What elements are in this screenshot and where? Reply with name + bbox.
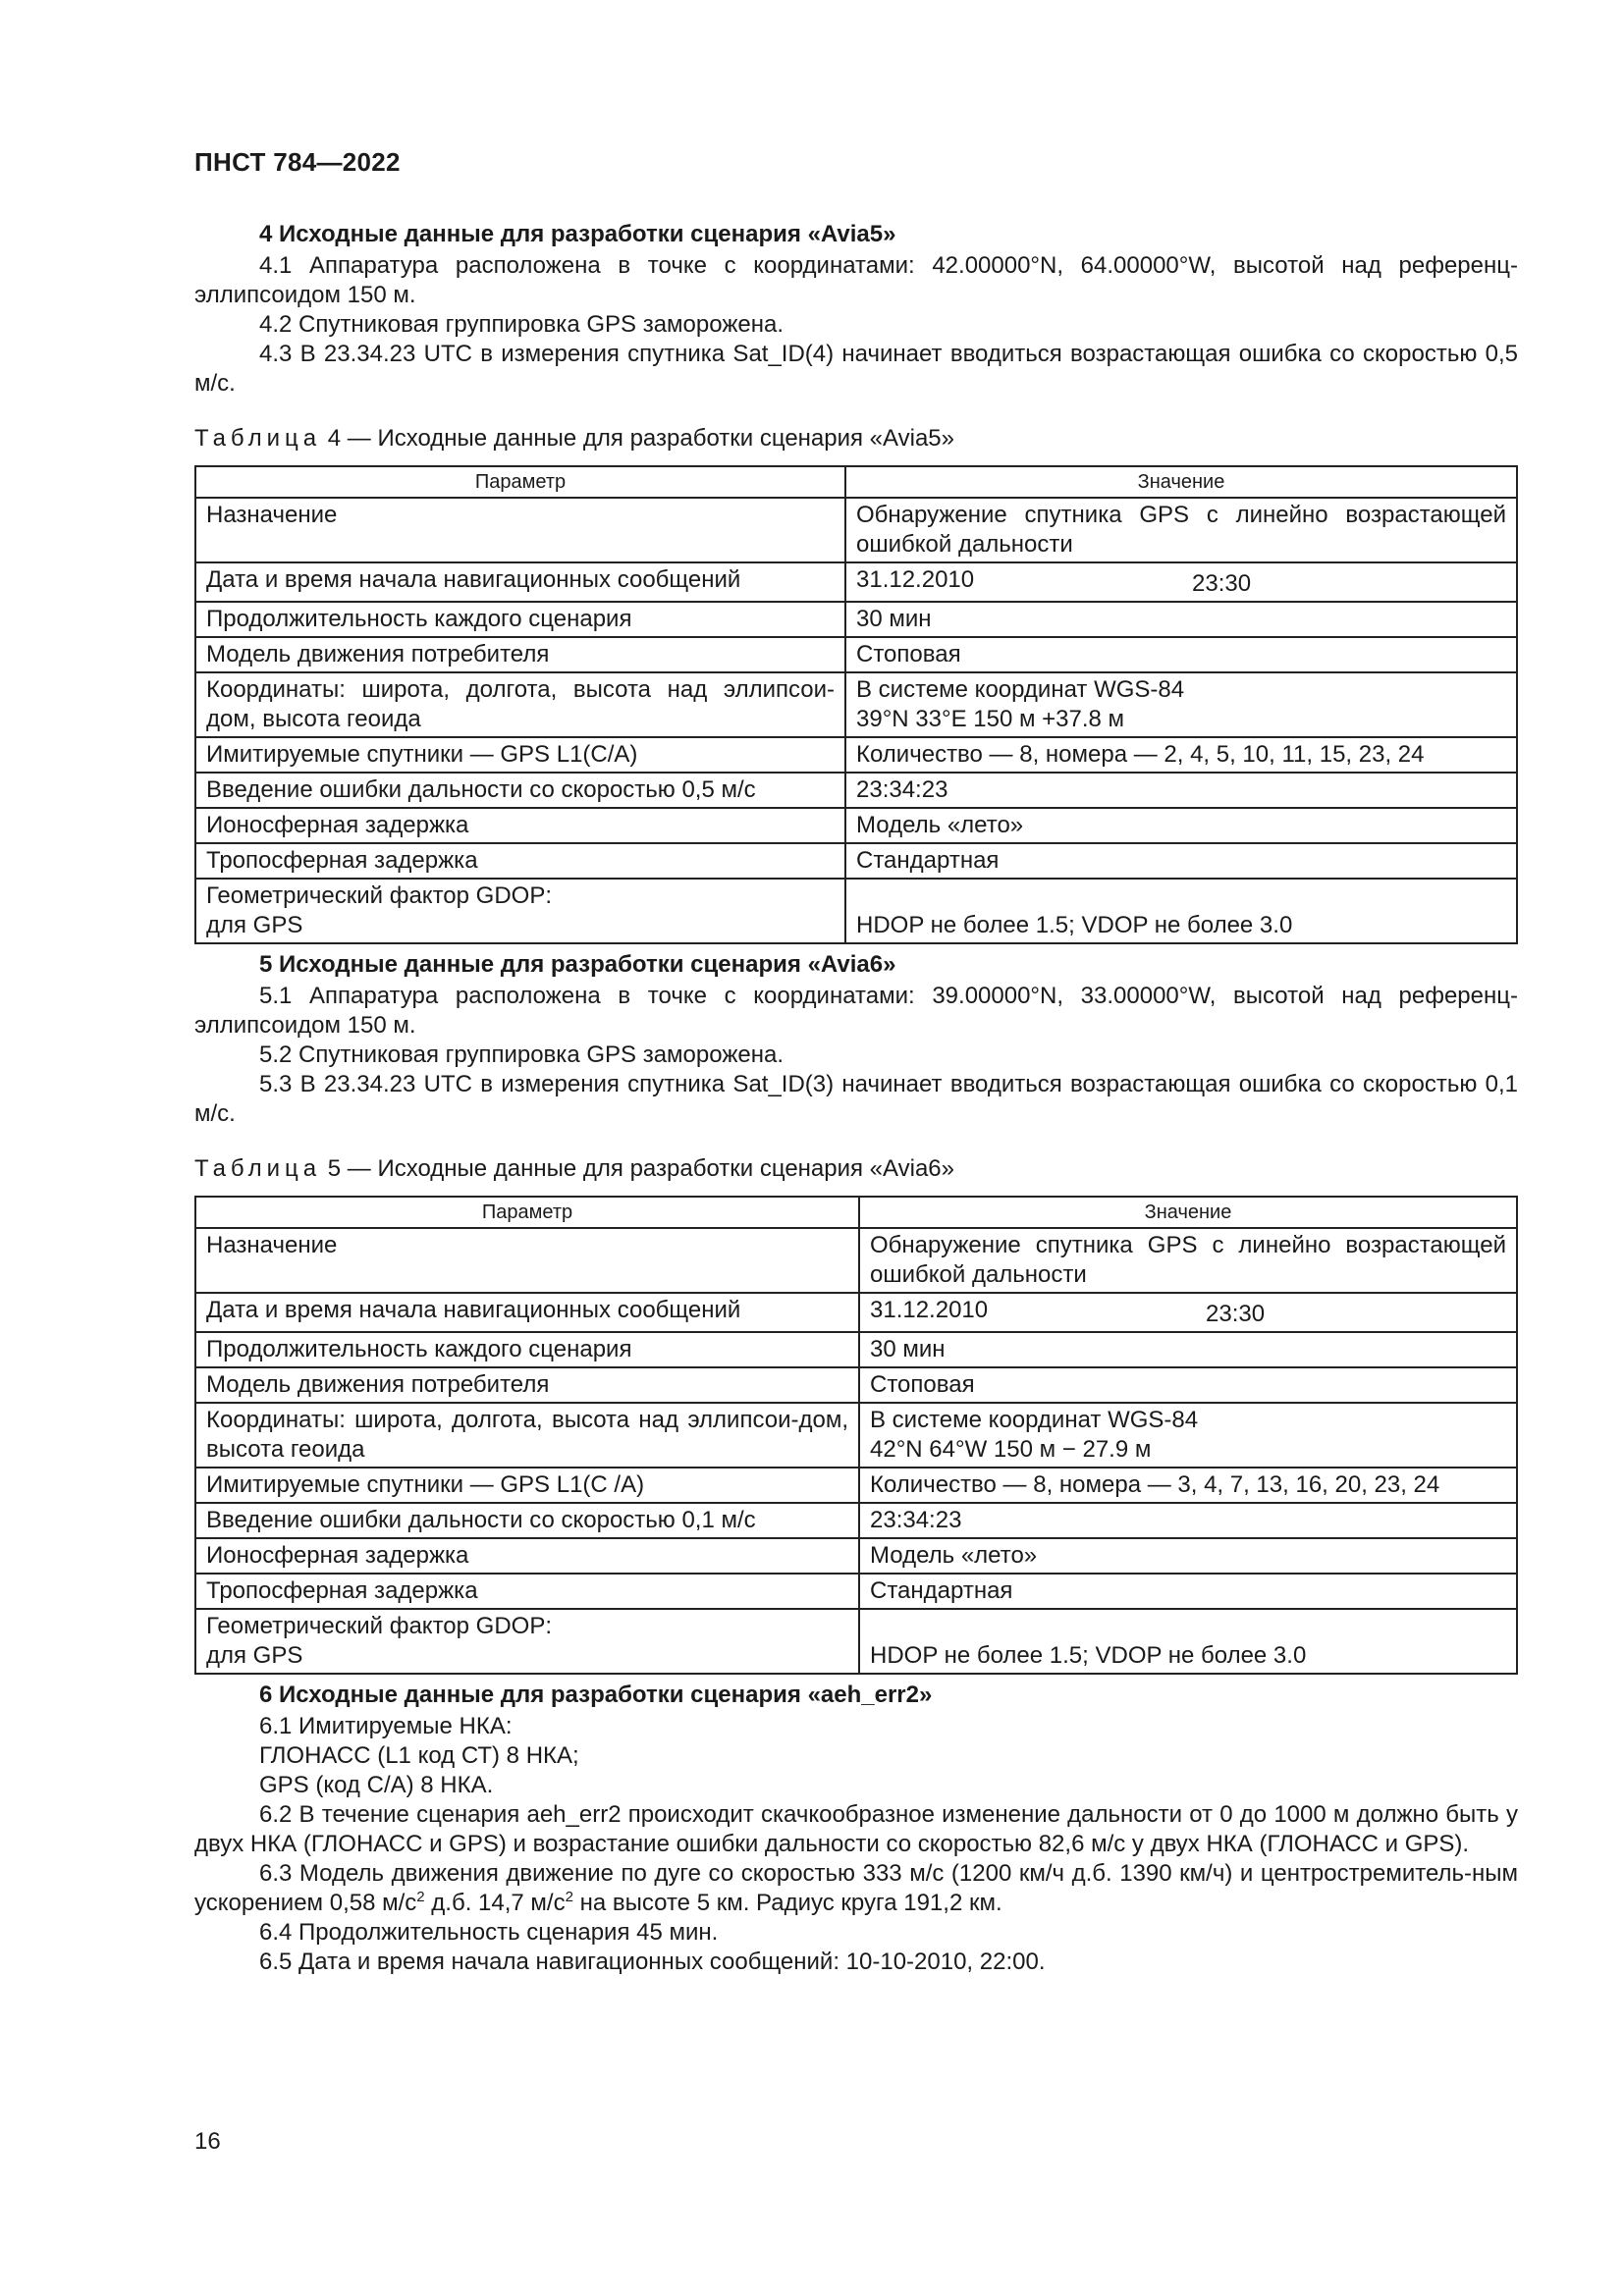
table-row (195, 1538, 1517, 1574)
table-header-row (195, 1197, 1517, 1228)
column-header-parameter: Параметр (195, 1197, 859, 1228)
value-cell: Стоповая (845, 637, 1517, 672)
parameter-cell: Продолжительность каждого сценария (195, 602, 845, 637)
table-row (195, 879, 1517, 943)
paragraph-4-2: 4.2 Спутниковая группировка GPS заморожена. (259, 311, 784, 338)
value-cell: В системе координат WGS-84 42°N 64°W 150 м − 27.9 м (859, 1403, 1517, 1468)
parameter-cell: Имитируемые спутники — GPS L1(C /A) (195, 1468, 859, 1503)
document-page (194, 147, 1518, 1977)
table-row (195, 562, 1517, 602)
parameter-cell: Координаты: широта, долгота, высота над эллипсои-дом, высота геоида (195, 672, 845, 737)
paragraph-4-1: 4.1 Аппаратура расположена в точке с координатами: 42.00000°N, 64.00000°W, высотой над референц-эллипсоидом 150 м. (194, 252, 1518, 308)
paragraph-6-1: 6.1 Имитируемые НКА: (259, 1713, 513, 1739)
value-cell: 23:34:23 (859, 1503, 1517, 1538)
table-row (195, 1332, 1517, 1367)
column-header-parameter: Параметр (195, 466, 845, 498)
column-header-value: Значение (859, 1197, 1517, 1228)
value-cell: Стандартная (859, 1574, 1517, 1609)
parameter-cell: Координаты: широта, долгота, высота над эллипсои-дом, высота геоида (195, 1403, 859, 1468)
value-cell: Количество — 8, номера — 2, 4, 5, 10, 11, 15, 23, 24 (845, 737, 1517, 773)
paragraph-6-3: 6.3 Модель движения движение по дуге со скоростью 333 м/с (1200 км/ч д.б. 1390 км/ч) и центростремитель-ным ускорением 0,58 $м/с^2$ д.б. 14,7 $м/с^2$ на высоте 5 км. Радиус круга 191,2 км. (194, 1860, 1518, 1916)
parameter-cell: Назначение (195, 1228, 859, 1293)
table-row (195, 1574, 1517, 1609)
table-row (195, 1403, 1517, 1468)
table-row (195, 637, 1517, 672)
value-cell: Количество — 8, номера — 3, 4, 7, 13, 16, 20, 23, 24 (859, 1468, 1517, 1503)
value-cell: 30 мин (859, 1332, 1517, 1367)
value-cell (859, 1293, 1517, 1332)
value-cell: 30 мин (845, 602, 1517, 637)
parameter-cell: Дата и время начала навигационных сообщений (195, 1293, 859, 1332)
parameter-cell: Тропосферная задержка (195, 1574, 859, 1609)
table-row (195, 498, 1517, 562)
table-row (195, 1609, 1517, 1674)
value-cell: 23:34:23 (845, 773, 1517, 808)
parameter-cell: Продолжительность каждого сценария (195, 1332, 859, 1367)
parameter-cell: Тропосферная задержка (195, 843, 845, 879)
table-row (195, 1468, 1517, 1503)
value-cell: Обнаружение спутника GPS с линейно возрастающей ошибкой дальности (859, 1228, 1517, 1293)
parameter-cell: Геометрический фактор GDOP: для GPS (195, 879, 845, 943)
parameter-cell: Ионосферная задержка (195, 808, 845, 843)
page-number: 16 (194, 2128, 221, 2155)
value-cell: Обнаружение спутника GPS с линейно возрастающей ошибкой дальности (845, 498, 1517, 562)
paragraph-5-3: 5.3 В 23.34.23 UTC в измерения спутника Sat_ID(3) начинает вводиться возрастающая ошибка со скоростью 0,1 м/с. (194, 1071, 1518, 1127)
value-cell: HDOP не более 1.5; VDOP не более 3.0 (845, 879, 1517, 943)
paragraph-5-2: 5.2 Спутниковая группировка GPS заморожена. (259, 1041, 784, 1068)
paragraph-6-2: 6.2 В течение сценария aeh_err2 происходит скачкообразное изменение дальности от 0 до 1000 м должно быть у двух НКА (ГЛОНАСС и GPS) и возрастание ошибки дальности со скоростью 82,6 м/с у двух НКА (ГЛОНАСС и GPS). (194, 1801, 1518, 1857)
table-row (195, 602, 1517, 637)
section-4-heading: 4 Исходные данные для разработки сценария «Avia5» (259, 221, 896, 247)
date-value: 31.12.2010 (870, 1297, 989, 1323)
column-header-value: Значение (845, 466, 1517, 498)
table-row (195, 773, 1517, 808)
table-row (195, 737, 1517, 773)
paragraph-6-1-glonass: ГЛОНАСС (L1 код СТ) 8 НКА; (259, 1742, 579, 1769)
parameter-cell: Модель движения потребителя (195, 637, 845, 672)
value-cell (845, 562, 1517, 602)
value-cell: Стоповая (859, 1367, 1517, 1403)
time-value: 23:30 (1192, 570, 1252, 597)
paragraph-6-1-gps: GPS (код C/A) 8 НКА. (259, 1772, 494, 1798)
parameter-cell: Имитируемые спутники — GPS L1(C/A) (195, 737, 845, 773)
parameter-cell: Дата и время начала навигационных сообщений (195, 562, 845, 602)
parameter-cell: Назначение (195, 498, 845, 562)
paragraph-6-5: 6.5 Дата и время начала навигационных сообщений: 10-10-2010, 22:00. (259, 1949, 1046, 1975)
table-5 (194, 1196, 1518, 1675)
table-4-caption: Таблица 4 — Исходные данные для разработки сценария «Avia5» (194, 425, 954, 452)
table-row (195, 1228, 1517, 1293)
value-cell: Модель «лето» (859, 1538, 1517, 1574)
value-cell: Стандартная (845, 843, 1517, 879)
table-5-caption: Таблица 5 — Исходные данные для разработки сценария «Avia6» (194, 1155, 954, 1182)
parameter-cell: Введение ошибки дальности со скоростью 0,1 м/с (195, 1503, 859, 1538)
date-value: 31.12.2010 (856, 566, 975, 593)
table-row (195, 1367, 1517, 1403)
time-value: 23:30 (1206, 1301, 1266, 1327)
value-cell: Модель «лето» (845, 808, 1517, 843)
parameter-cell: Введение ошибки дальности со скоростью 0,5 м/с (195, 773, 845, 808)
parameter-cell: Ионосферная задержка (195, 1538, 859, 1574)
table-row (195, 1503, 1517, 1538)
table-row (195, 843, 1517, 879)
value-cell: HDOP не более 1.5; VDOP не более 3.0 (859, 1609, 1517, 1674)
table-header-row (195, 466, 1517, 498)
value-cell: В системе координат WGS-84 39°N 33°E 150 м +37.8 м (845, 672, 1517, 737)
table-row (195, 1293, 1517, 1332)
paragraph-5-1: 5.1 Аппаратура расположена в точке с координатами: 39.00000°N, 33.00000°W, высотой над референц-эллипсоидом 150 м. (194, 983, 1518, 1039)
section-5-heading: 5 Исходные данные для разработки сценария «Avia6» (259, 951, 896, 978)
paragraph-6-4: 6.4 Продолжительность сценария 45 мин. (259, 1919, 719, 1946)
table-row (195, 672, 1517, 737)
paragraph-4-3: 4.3 В 23.34.23 UTC в измерения спутника Sat_ID(4) начинает вводиться возрастающая ошибка со скоростью 0,5 м/с. (194, 341, 1518, 397)
parameter-cell: Геометрический фактор GDOP: для GPS (195, 1609, 859, 1674)
section-6-heading: 6 Исходные данные для разработки сценария «aeh_err2» (259, 1682, 933, 1708)
table-4 (194, 465, 1518, 944)
parameter-cell: Модель движения потребителя (195, 1367, 859, 1403)
table-row (195, 808, 1517, 843)
document-id: ПНСТ 784—2022 (194, 147, 401, 177)
